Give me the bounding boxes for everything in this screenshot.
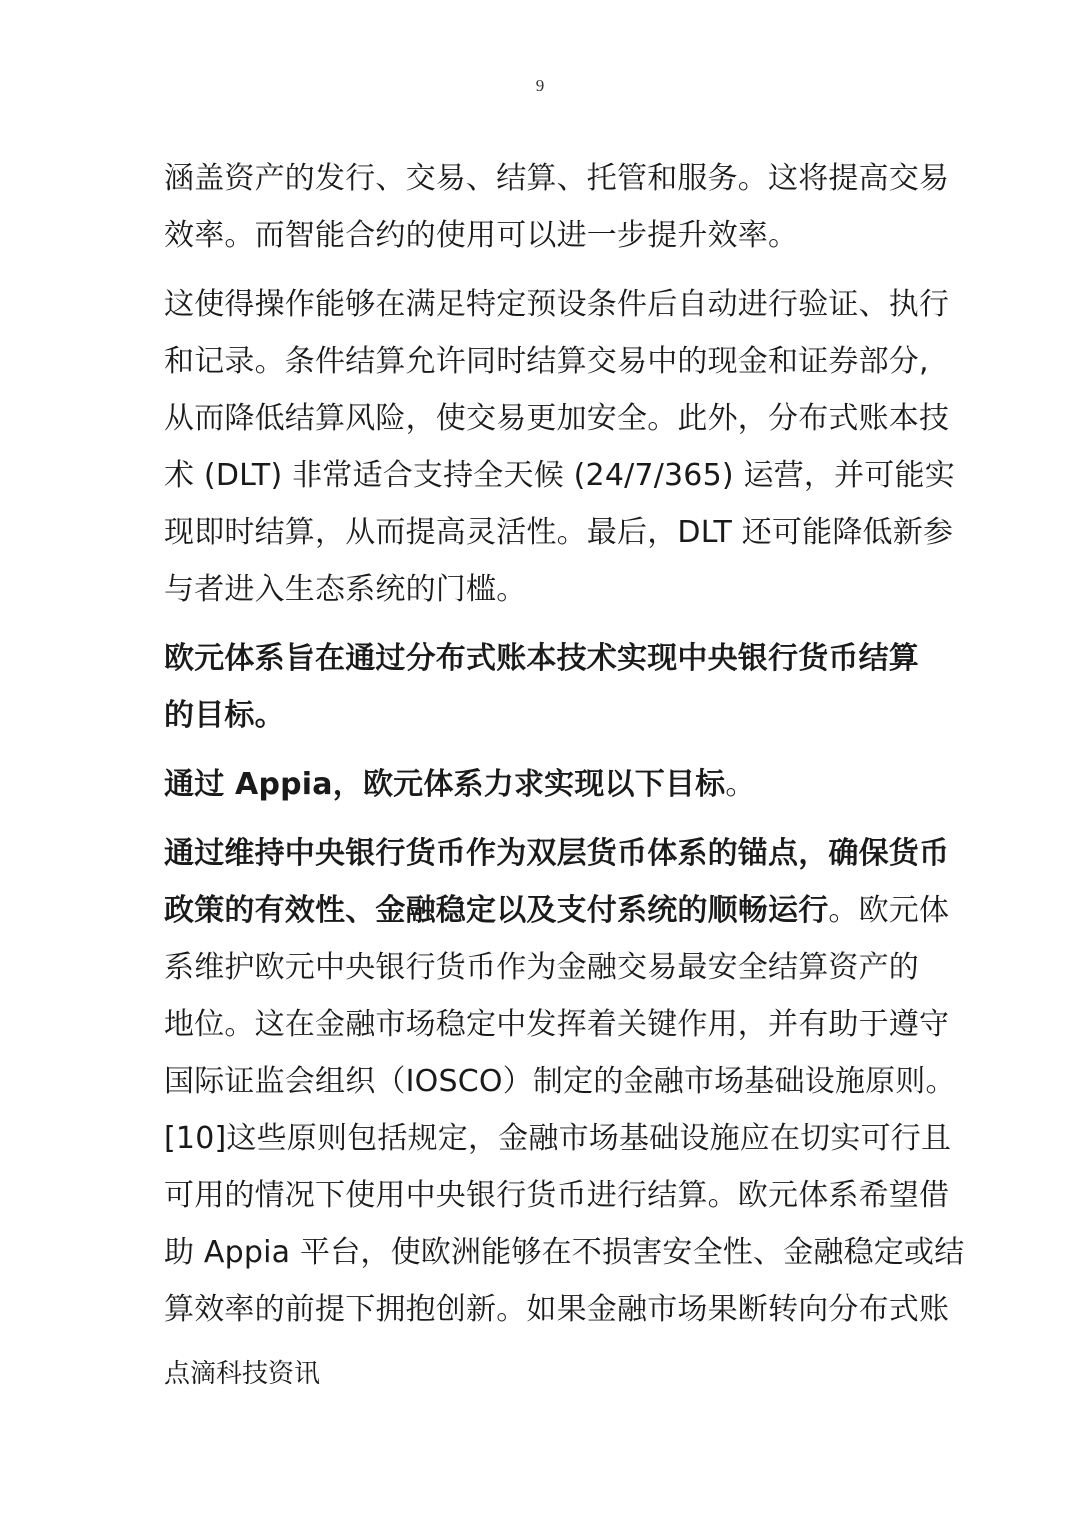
text-line: 算效率的前提下拥抱创新。如果金融市场果断转向分布式账 xyxy=(164,1292,950,1327)
text-line: 助 Appia 平台，使欧洲能够在不损害安全性、金融稳定或结 xyxy=(164,1235,965,1270)
paragraph-dlt-benefits xyxy=(164,276,955,618)
text-line: 通过维持中央银行货币作为双层货币体系的锚点，确保货币 xyxy=(164,836,950,871)
paragraph-central-bank-money-anchor xyxy=(164,825,965,1338)
bold-text: 政策的有效性、金融稳定以及支付系统的顺畅运行 xyxy=(164,893,829,928)
text-line: 系维护欧元中央银行货币作为金融交易最安全结算资产的 xyxy=(164,950,919,985)
text-line: 地位。这在金融市场稳定中发挥着关键作用，并有助于遵守 xyxy=(164,1007,950,1042)
text-line: 这使得操作能够在满足特定预设条件后自动进行验证、执行 xyxy=(164,287,950,322)
normal-text: 。 xyxy=(725,767,756,802)
text-line: 从而降低结算风险，使交易更加安全。此外，分布式账本技 xyxy=(164,401,950,436)
text-line: 可用的情况下使用中央银行货币进行结算。欧元体系希望借 xyxy=(164,1178,950,1213)
text-line xyxy=(164,756,918,813)
paragraph-appia-objectives xyxy=(164,756,918,813)
text-line: 涵盖资产的发行、交易、结算、托管和服务。这将提高交易 xyxy=(164,161,950,196)
paragraph-eurosystem-goal-heading xyxy=(164,630,918,744)
text-line: 国际证监会组织（IOSCO）制定的金融市场基础设施原则。 xyxy=(164,1064,956,1099)
normal-text: 。欧元体 xyxy=(828,893,950,928)
page-number: 9 xyxy=(535,76,545,95)
text-line: 术 (DLT) 非常适合支持全天候 (24/7/365) 运营，并可能实 xyxy=(164,458,955,493)
text-line: 和记录。条件结算允许同时结算交易中的现金和证券部分, xyxy=(164,344,929,379)
text-line: 的目标。 xyxy=(164,698,285,733)
bold-text: 通过 Appia，欧元体系力求实现以下目标 xyxy=(164,767,726,802)
paragraph-asset-lifecycle xyxy=(164,150,950,264)
text-line: 现即时结算，从而提高灵活性。最后，DLT 还可能降低新参 xyxy=(164,515,954,550)
text-line: 与者进入生态系统的门槛。 xyxy=(164,572,527,607)
text-line xyxy=(164,882,950,939)
document-body xyxy=(164,150,965,1338)
text-line: [10]这些原则包括规定，金融市场基础设施应在切实可行且 xyxy=(164,1121,952,1156)
text-line: 效率。而智能合约的使用可以进一步提升效率。 xyxy=(164,218,799,253)
text-line: 欧元体系旨在通过分布式账本技术实现中央银行货币结算 xyxy=(164,641,919,676)
watermark-text: 点滴科技资讯 xyxy=(164,1359,321,1389)
